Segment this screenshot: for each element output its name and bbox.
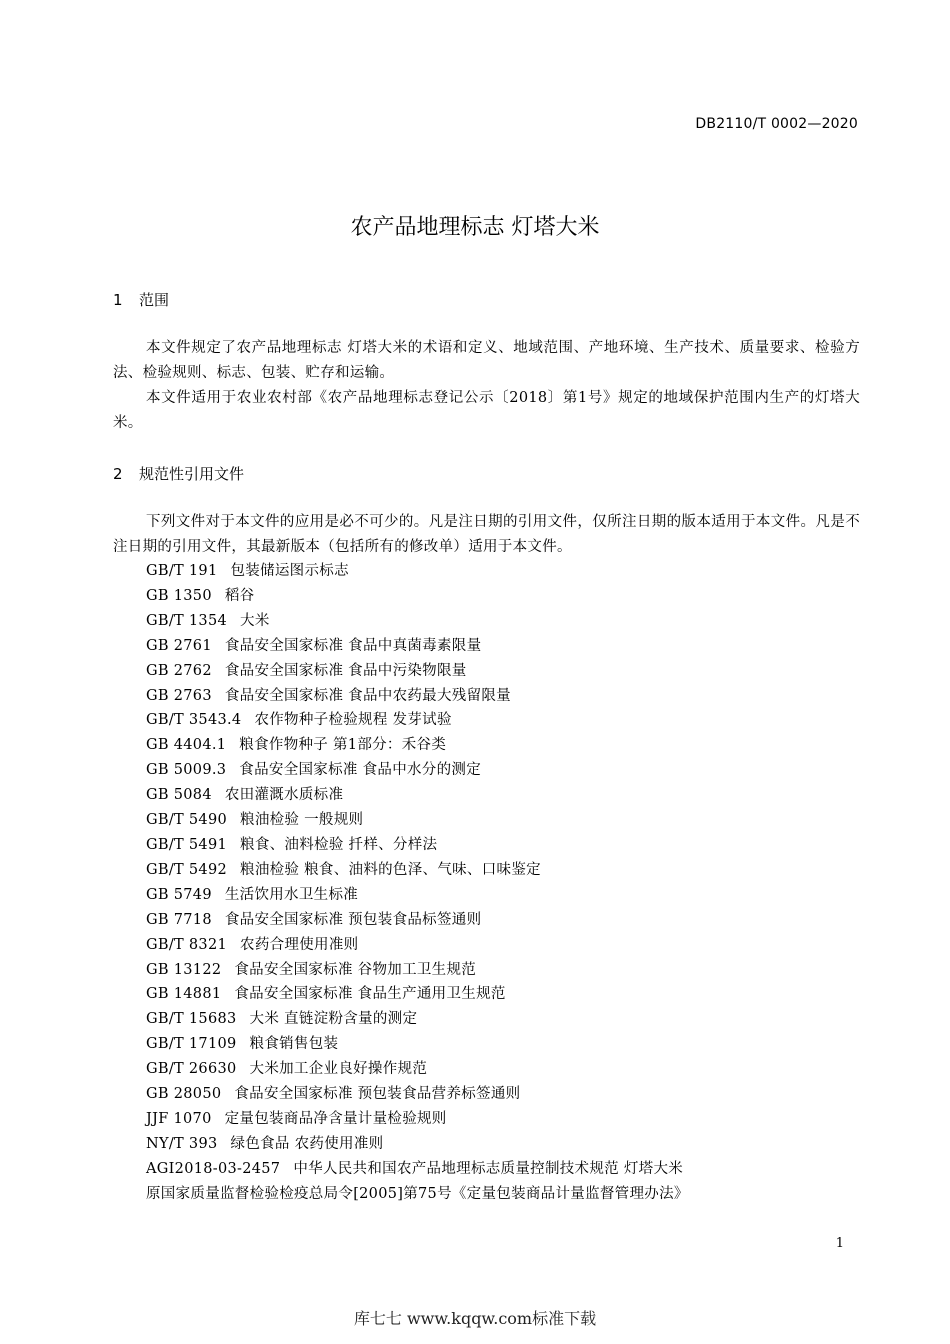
reference-code: GB/T 5490 (146, 812, 228, 829)
reference-title: 食品安全国家标准 预包装食品标签通则 (224, 911, 482, 928)
reference-code: 原国家质量监督检验检疫总局令[2005]第75号《定量包装商品计量监督管理办法》 (146, 1185, 689, 1202)
reference-item (146, 684, 689, 709)
reference-title: 大米 (240, 612, 270, 629)
reference-title: 包装储运图示标志 (230, 563, 349, 579)
section-title: 规范性引用文件 (139, 465, 245, 483)
reference-code: GB 5009.3 (146, 762, 227, 779)
reference-item (146, 883, 689, 908)
reference-item (146, 1182, 689, 1207)
reference-title: 食品安全国家标准 食品中农药最大残留限量 (224, 687, 511, 704)
reference-title: 中华人民共和国农产品地理标志质量控制技术规范 灯塔大米 (293, 1160, 684, 1177)
reference-item (146, 733, 689, 758)
reference-code: GB 1350 (146, 587, 212, 604)
reference-item (146, 933, 689, 958)
reference-title: 粮油检验 粮食、油料的色泽、气味、口味鉴定 (240, 861, 541, 878)
reference-code: JJF 1070 (146, 1110, 212, 1127)
reference-code: GB/T 8321 (146, 936, 228, 953)
reference-code: GB 2761 (146, 637, 212, 654)
reference-item (146, 1007, 689, 1032)
reference-title: 大米 直链淀粉含量的测定 (249, 1011, 418, 1028)
reference-code: GB/T 17109 (146, 1036, 237, 1053)
reference-item (146, 1157, 689, 1182)
reference-title: 粮油检验 一般规则 (240, 812, 364, 829)
reference-list (146, 559, 689, 1207)
page-number: 1 (835, 1236, 844, 1251)
reference-code: GB/T 1354 (146, 612, 228, 629)
document-title: 农产品地理标志 灯塔大米 (350, 215, 600, 240)
reference-item (146, 908, 689, 933)
reference-code: GB/T 15683 (146, 1011, 237, 1028)
references-intro-paragraph: 下列文件对于本文件的应用是必不可少的。凡是注日期的引用文件，仅所注日期的版本适用于本文件。凡是不注日期的引用文件，其最新版本（包括所有的修改单）适用于本文件。 (113, 514, 860, 555)
reference-item (146, 858, 689, 883)
reference-item (146, 833, 689, 858)
reference-item (146, 958, 689, 983)
reference-title: 粮食、油料检验 扦样、分样法 (240, 836, 438, 853)
reference-item (146, 1057, 689, 1082)
reference-item (146, 584, 689, 609)
reference-item (146, 982, 689, 1007)
document-code: DB2110/T 0002—2020 (695, 116, 858, 132)
reference-title: 粮食作物种子 第1部分：禾谷类 (239, 737, 447, 754)
scope-paragraph-2: 本文件适用于农业农村部《农产品地理标志登记公示〔2018〕第1号》规定的地域保护范围内生产的灯塔大米。 (113, 390, 860, 431)
reference-item (146, 634, 689, 659)
reference-code: GB 2762 (146, 662, 212, 679)
reference-title: 食品安全国家标准 食品中污染物限量 (224, 662, 467, 679)
reference-title: 食品安全国家标准 预包装食品营养标签通则 (234, 1086, 521, 1103)
reference-code: GB 14881 (146, 986, 222, 1003)
footer-watermark: 库七七 www.kqqw.com标准下载 (353, 1309, 597, 1328)
section-title: 范围 (139, 291, 170, 309)
reference-code: GB/T 26630 (146, 1061, 237, 1078)
reference-title: 农田灌溉水质标准 (224, 787, 344, 804)
reference-title: 食品安全国家标准 食品生产通用卫生规范 (234, 986, 506, 1003)
reference-code: AGI2018-03-2457 (146, 1160, 281, 1177)
reference-title: 稻谷 (224, 587, 255, 604)
reference-title: 定量包装商品净含量计量检验规则 (224, 1110, 447, 1127)
reference-title: 食品安全国家标准 谷物加工卫生规范 (234, 961, 477, 978)
reference-item (146, 708, 689, 733)
reference-title: 农药合理使用准则 (240, 936, 359, 953)
reference-item (146, 559, 689, 584)
reference-item (146, 609, 689, 634)
scope-paragraph-1: 本文件规定了农产品地理标志 灯塔大米的术语和定义、地域范围、产地环境、生产技术、质量要求、检验方法、检验规则、标志、包装、贮存和运输。 (113, 340, 860, 381)
reference-title: 食品安全国家标准 食品中水分的测定 (239, 762, 482, 779)
reference-item (146, 758, 689, 783)
reference-code: GB 7718 (146, 911, 212, 928)
reference-code: GB/T 3543.4 (146, 712, 242, 729)
section-number: 1 (113, 291, 123, 309)
reference-item (146, 659, 689, 684)
reference-code: GB 28050 (146, 1086, 222, 1103)
reference-title: 农作物种子检验规程 发芽试验 (254, 712, 452, 729)
reference-code: GB 13122 (146, 961, 222, 978)
reference-code: GB/T 5492 (146, 861, 228, 878)
reference-item (146, 1132, 689, 1157)
reference-title: 绿色食品 农药使用准则 (230, 1135, 384, 1152)
reference-code: GB/T 191 (146, 563, 218, 579)
section-number: 2 (113, 465, 123, 483)
reference-item (146, 1082, 689, 1107)
reference-item (146, 1107, 689, 1132)
reference-title: 生活饮用水卫生标准 (224, 886, 359, 903)
reference-code: GB 5084 (146, 787, 212, 804)
reference-item (146, 808, 689, 833)
reference-title: 大米加工企业良好操作规范 (249, 1061, 428, 1078)
reference-code: GB 5749 (146, 886, 212, 903)
reference-code: GB 2763 (146, 687, 212, 704)
reference-item (146, 1032, 689, 1057)
reference-code: GB 4404.1 (146, 737, 227, 754)
reference-title: 粮食销售包装 (249, 1036, 339, 1053)
section-heading-normative-references (113, 463, 244, 484)
section-heading-scope (113, 289, 169, 310)
reference-code: NY/T 393 (146, 1135, 218, 1152)
reference-item (146, 783, 689, 808)
reference-code: GB/T 5491 (146, 836, 228, 853)
reference-title: 食品安全国家标准 食品中真菌毒素限量 (224, 637, 482, 654)
